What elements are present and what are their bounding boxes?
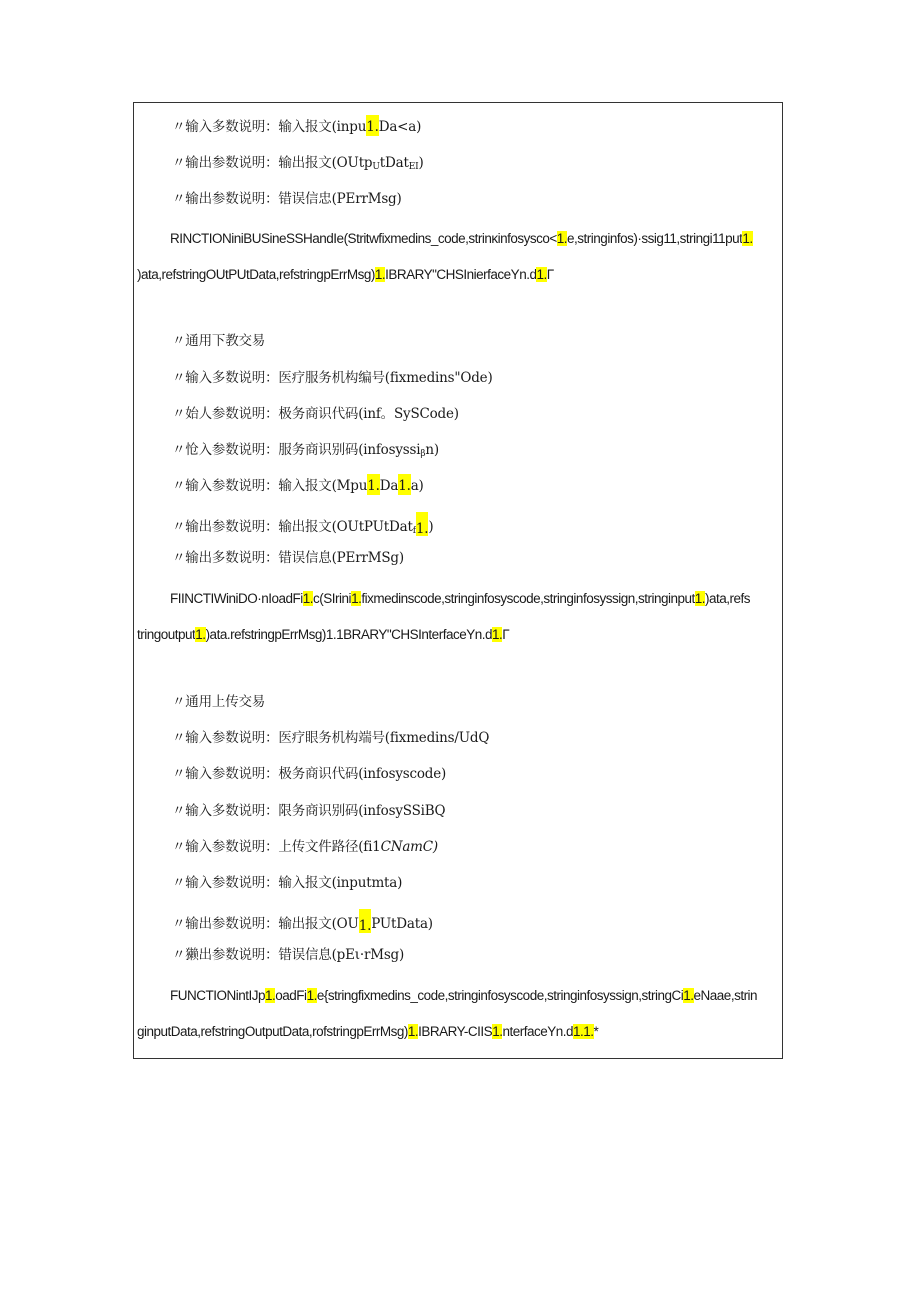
comment-output-message: 〃输出参数说明：输出报文(OU1.PUtData) bbox=[172, 909, 433, 934]
comment-infosyscode: 〃始人参数说明：极务商识代码(inf。SySCode) bbox=[172, 406, 459, 422]
comment-infosyscode: 〃输入参数说明：极务商识代码(infosyscode) bbox=[172, 766, 447, 782]
comment-fixmedins-code: 〃输入参数说明：医疗眼务机构端号(fixmedins/UdQ bbox=[172, 730, 490, 746]
comment-infosyssign: 〃怆入参数说明：服务商识别码(infosyssi$_\beta$n) bbox=[172, 442, 439, 459]
comment-input-message: 〃输入参数说明：输入报文(inputmta) bbox=[172, 875, 403, 891]
comment-file-name: 〃输入参数说明：上传文件路径(fi1CNamC) bbox=[172, 839, 438, 855]
comment-error-message: 〃输出参数说明：错误信忠(PErrMsg) bbox=[172, 191, 402, 207]
comment-input-message: 〃输入参数说明：输入报文(Mpu1.Da1.a) bbox=[172, 476, 424, 496]
section-title-upload: 〃通用上传交易 bbox=[172, 694, 266, 710]
function-signature-line: FUNCTIONintIJp1.oadFi1.e{stringfixmedins_code,stringinfosyscode,stringinfosyssign,stringCi1.eNaae,strin bbox=[170, 988, 758, 1003]
comment-error-message: 〃输出多数说明：错误信息(PErrMSg) bbox=[172, 550, 404, 566]
comment-fixmedins-code: 〃输入多数说明：医疗服务机构编号(fixmedins"Ode) bbox=[172, 370, 493, 386]
function-signature-line: tringoutput1.)ata.refstringpErrMsg)1.1BRARY"CHSInterfaceYn.d1.Γ bbox=[137, 627, 510, 642]
comment-input-message: 〃输入多数说明：输入报文(inpu1.Da<a) bbox=[172, 117, 421, 137]
section-title-download: 〃通用下教交易 bbox=[172, 333, 266, 349]
function-signature-line: )ata,refstringOUtPUtData,refstringpErrMsg)1.IBRARY"CHSInierfaceYn.d1.Γ bbox=[137, 267, 554, 282]
function-signature-line: RINCTIONiniBUSineSSHandIe(Stritwfixmedins_code,strinκinfosysco<1.e,stringinfos)·ssig11,stringi11put1. bbox=[170, 231, 753, 246]
function-signature-line: FIINCTIWiniDO·nIoadFi1.c(SIrini1.fixmedinscode,stringinfosyscode,stringinfosyssign,stringinput1.)ata,refs bbox=[170, 591, 751, 606]
comment-output-message: 〃输出参数说明：输出报文(OUtp$_U$tDat$_{EI}$) bbox=[172, 155, 424, 172]
comment-error-message: 〃獭出参数说明：错误信息(pEι·rMsg) bbox=[172, 947, 405, 963]
comment-infosyssign: 〃输入多数说明：限务商识别码(infosySSiBQ bbox=[172, 803, 446, 819]
function-signature-line: ginputData,refstringOutputData,rofstringpErrMsg)1.IBRARY-CIIS1.nterfaceYn.d1.1.* bbox=[137, 1024, 599, 1039]
comment-output-message: 〃输出参数说明：输出报文(OUtPUtDat$_f$1.) bbox=[172, 512, 433, 541]
